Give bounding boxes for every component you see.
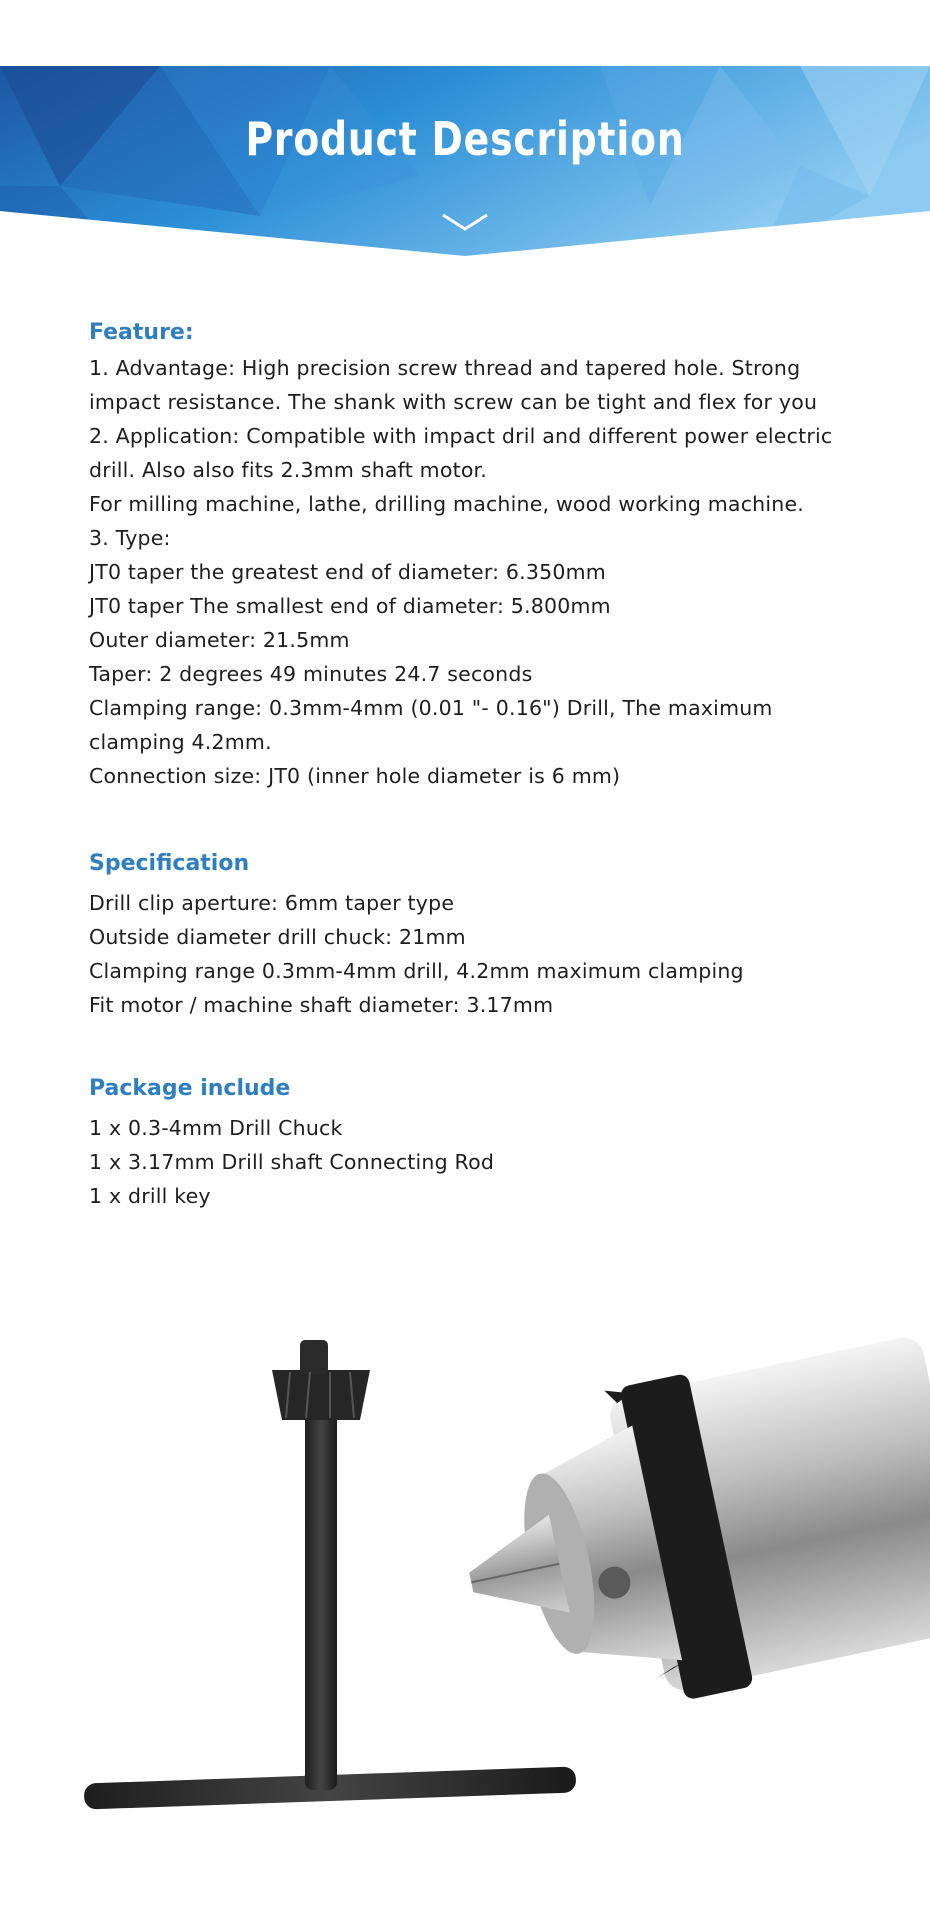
feature-line: For milling machine, lathe, drilling machine, wood working machine. — [89, 492, 804, 516]
feature-line: drill. Also also fits 2.3mm shaft motor. — [89, 458, 488, 482]
package-line: 1 x drill key — [89, 1184, 211, 1208]
feature-list — [89, 351, 869, 793]
description-content — [89, 320, 869, 1213]
chevron-down-icon — [440, 211, 490, 235]
feature-line: 3. Type: — [89, 526, 171, 550]
feature-heading: Feature: — [89, 320, 194, 345]
specification-line: Fit motor / machine shaft diameter: 3.17mm — [89, 993, 554, 1017]
page-title: Product Description — [245, 112, 685, 166]
specification-line: Drill clip aperture: 6mm taper type — [89, 891, 455, 915]
feature-line: Connection size: JT0 (inner hole diameter is 6 mm) — [89, 764, 621, 788]
feature-line: 2. Application: Compatible with impact dril and different power electric — [89, 424, 833, 448]
feature-line: JT0 taper the greatest end of diameter: 6.350mm — [89, 560, 606, 584]
package-line: 1 x 3.17mm Drill shaft Connecting Rod — [89, 1150, 495, 1174]
feature-line: Clamping range: 0.3mm-4mm (0.01 "- 0.16") Drill, The maximum — [89, 696, 773, 720]
specification-line: Clamping range 0.3mm-4mm drill, 4.2mm maximum clamping — [89, 959, 744, 983]
specification-list — [89, 886, 869, 1022]
feature-line: 1. Advantage: High precision screw thread and tapered hole. Strong — [89, 356, 801, 380]
package-heading: Package include — [89, 1076, 291, 1101]
feature-line: Taper: 2 degrees 49 minutes 24.7 seconds — [89, 662, 533, 686]
feature-line: impact resistance. The shank with screw can be tight and flex for you — [89, 390, 818, 414]
package-line: 1 x 0.3-4mm Drill Chuck — [89, 1116, 343, 1140]
feature-line: Outer diameter: 21.5mm — [89, 628, 350, 652]
drill-chuck-and-key-photo — [0, 1290, 930, 1890]
description-banner — [0, 66, 930, 258]
package-list — [89, 1111, 869, 1213]
specification-heading: Specification — [89, 851, 250, 876]
feature-line: JT0 taper The smallest end of diameter: 5.800mm — [89, 594, 611, 618]
feature-line: clamping 4.2mm. — [89, 730, 272, 754]
specification-line: Outside diameter drill chuck: 21mm — [89, 925, 466, 949]
product-photo — [0, 1290, 930, 1890]
